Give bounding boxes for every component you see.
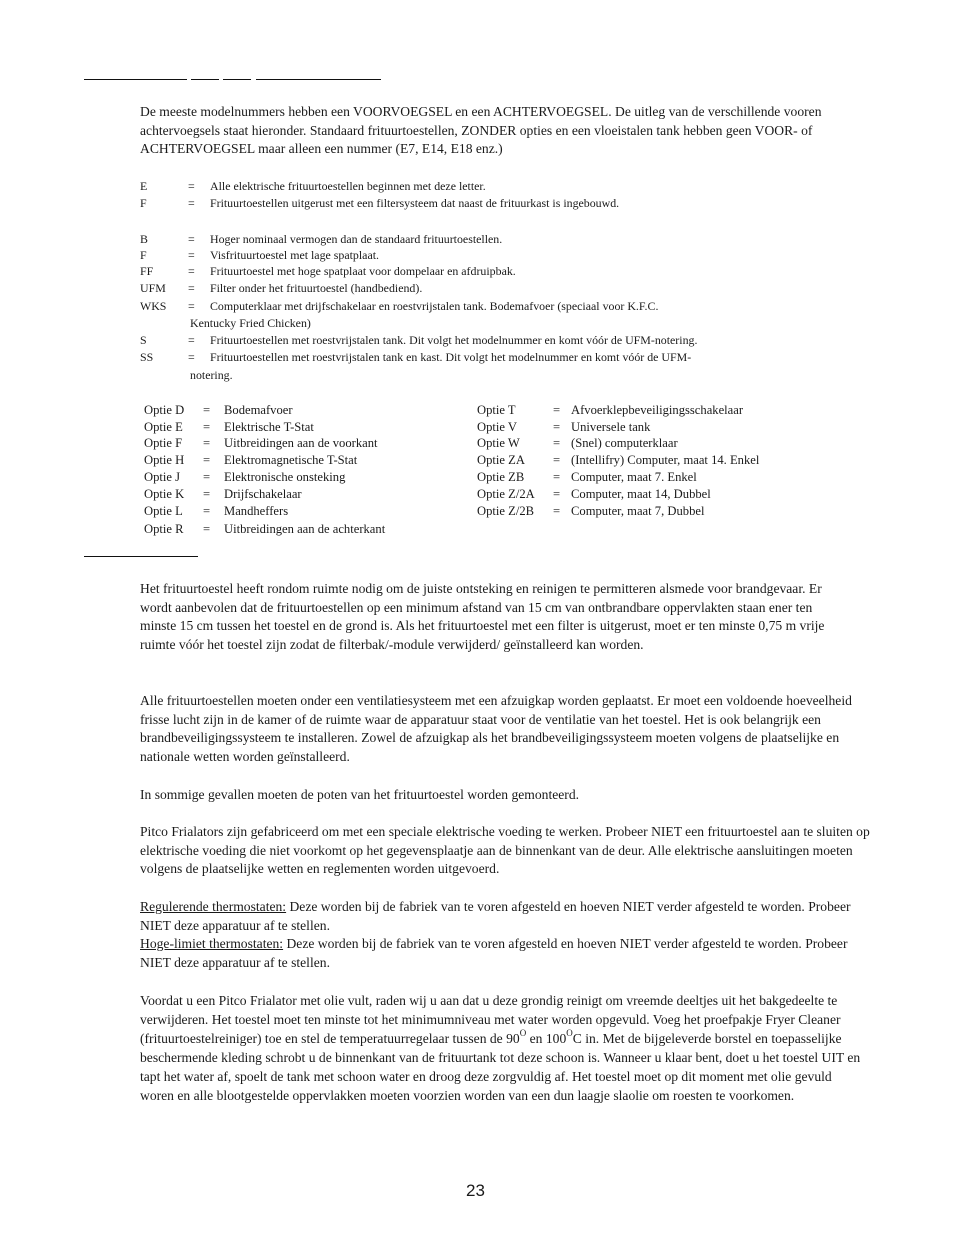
option-description: Afvoerklepbeveiligingsschakelaar: [571, 403, 744, 417]
list-item-continuation: Kentucky Fried Chicken): [190, 316, 311, 330]
option-code: Optie D: [144, 403, 185, 417]
equals-sign: =: [553, 453, 561, 467]
equals-sign: =: [188, 264, 195, 278]
thermostat-label-high-limit: Hoge-limiet thermostaten:: [140, 936, 284, 951]
option-description: Elektromagnetische T-Stat: [224, 453, 358, 467]
option-code: Optie L: [144, 504, 183, 518]
equals-sign: =: [203, 487, 211, 501]
degree-mark: O: [566, 1028, 573, 1039]
option-description: Drijfschakelaar: [224, 487, 302, 501]
cleaning-paragraph: [140, 991, 865, 1105]
option-description: Uitbreidingen aan de achterkant: [224, 522, 386, 536]
option-code: Optie K: [144, 487, 185, 501]
install-paragraph-1: Het frituurtoestel heeft rondom ruimte nodig om de juiste ontsteking en reinigen te permitteren alsmede voor brandgevaar. Er wordt aanbevolen dat de frituurtoestellen op een minimum afstand van 15 cm van ontbrandbare oppervlakten staan ener ten minste 15 cm tussen het toestel en de grond is. Als het frituurtoestel met een filter is uitgerust, moet er ten minste 0,75 m vrije ruimte vóór het toestel zijn zodat de filterbak/-module verwijderd/ geïnstalleerd kan worden.: [140, 581, 825, 652]
suffix-description: Frituurtoestellen met roestvrijstalen tank en kast. Dit volgt het modelnummer en komt vóór de UFM-: [210, 350, 692, 364]
equals-sign: =: [203, 504, 211, 518]
option-description: Uitbreidingen aan de voorkant: [224, 436, 378, 450]
equals-sign: =: [203, 522, 211, 536]
option-description: (Snel) computerklaar: [571, 436, 678, 450]
option-description: Computer, maat 14, Dubbel: [571, 487, 711, 501]
option-code: Optie F: [144, 436, 183, 450]
prefix-code: F: [140, 196, 147, 210]
option-code: Optie E: [144, 420, 183, 434]
suffix-description: Computerklaar met drijfschakelaar en roestvrijstalen tank. Bodemafvoer (speciaal voor K.F.C.: [210, 299, 659, 313]
equals-sign: =: [188, 248, 195, 262]
install-paragraph-2: Alle frituurtoestellen moeten onder een ventilatiesysteem met een afzuigkap worden geplaatst. Er moet een voldoende hoeveelheid frisse lucht zijn in de kamer of de ruimte waar de apparatuur staat voor de ventilatie van het toestel. Het is ook belangrijk een brandbeveiligingssysteem te installeren. Zowel de afzuigkap als het brandbeveiligingssysteem moeten volgens de plaatselijke en nationale wetten worden geïnstalleerd.: [140, 693, 852, 764]
option-code: Optie R: [144, 522, 184, 536]
option-description: Mandheffers: [224, 504, 289, 518]
equals-sign: =: [553, 436, 561, 450]
option-code: Optie H: [144, 453, 185, 467]
intro-paragraph: De meeste modelnummers hebben een VOORVOEGSEL en een ACHTERVOEGSEL. De uitleg van de verschillende vooren achtervoegsels staat hieronder. Standaard frituurtoestellen, ZONDER opties en een vloeistalen tank hebben geen VOOR- of ACHTERVOEGSEL maar alleen een nummer (E7, E14, E18 enz.): [140, 104, 822, 156]
equals-sign: =: [188, 196, 195, 210]
section-rule: [84, 556, 198, 557]
heading-rule-2: [191, 79, 219, 80]
equals-sign: =: [203, 470, 211, 484]
suffix-description: Visfrituurtoestel met lage spatplaat.: [210, 248, 380, 262]
degree-mark: O: [519, 1028, 527, 1039]
equals-sign: =: [553, 504, 561, 518]
option-description: Elektronische onsteking: [224, 470, 346, 484]
option-code: Optie T: [477, 403, 516, 417]
option-code: Optie W: [477, 436, 520, 450]
suffix-description: Filter onder het frituurtoestel (handbediend).: [210, 281, 423, 295]
option-description: Bodemafvoer: [224, 403, 293, 417]
option-description: Computer, maat 7, Dubbel: [571, 504, 705, 518]
list-item-continuation: notering.: [190, 368, 233, 382]
cleaning-text-c: C in. Met de bijgeleverde borstel en toepasselijke beschermende kleding schrobt u de binnenkant van de frituurtank tot deze schoon is. Wanneer u klaar bent, doet u het toestel UIT en tapt het water af, spoelt de tank met schoon water en droog deze zorgvuldig af. Het toestel moet op dit moment met olie gevuld woren en alle blootgestelde oppervlakken moeten voorzien worden van een dun laagje slaolie om roesten te voorkomen.: [140, 1031, 861, 1103]
equals-sign: =: [553, 470, 561, 484]
equals-sign: =: [188, 333, 195, 347]
prefix-description: Frituurtoestellen uitgerust met een filtersysteem dat naast de frituurkast is ingebouwd.: [210, 196, 620, 210]
option-code: Optie ZA: [477, 453, 525, 467]
equals-sign: =: [188, 179, 195, 193]
suffix-code: UFM: [140, 281, 166, 295]
equals-sign: =: [203, 453, 211, 467]
suffix-code: SS: [140, 350, 154, 364]
heading-rule-4: [256, 79, 381, 80]
prefix-description: Alle elektrische frituurtoestellen beginnen met deze letter.: [210, 179, 486, 193]
heading-rule-1: [84, 79, 187, 80]
option-code: Optie Z/2B: [477, 504, 535, 518]
suffix-description: Frituurtoestellen met roestvrijstalen tank. Dit volgt het modelnummer en komt vóór de UFM-notering.: [210, 333, 698, 347]
thermostat-paragraph-1: [140, 898, 865, 935]
suffix-code: S: [140, 333, 147, 347]
thermostat-text-regulating: Deze worden bij de fabriek van te voren afgesteld en hoeven NIET verder afgesteld te worden. Probeer NIET deze apparatuur af te stellen.: [140, 899, 851, 933]
option-description: (Intellifry) Computer, maat 14. Enkel: [571, 453, 760, 467]
cleaning-text-a: Voordat u een Pitco Frialator met olie vult, raden wij u aan dat u deze grondig reinigt om vreemde deeltjes uit het bakgedeelte te verwijderen. Het toestel moet ten minste tot het minimumniveau met water worden opgevuld. Voeg het proefpakje Fryer Cleaner (frituurtoestelreiniger) toe en stel de temperatuurregelaar tussen de 90: [140, 993, 841, 1046]
option-code: Optie J: [144, 470, 181, 484]
option-description: Elektrische T-Stat: [224, 420, 314, 434]
option-description: Computer, maat 7. Enkel: [571, 470, 697, 484]
option-code: Optie Z/2A: [477, 487, 535, 501]
equals-sign: =: [553, 403, 561, 417]
suffix-description: Frituurtoestel met hoge spatplaat voor dompelaar en afdruipbak.: [210, 264, 516, 278]
option-code: Optie V: [477, 420, 517, 434]
equals-sign: =: [203, 420, 211, 434]
suffix-code: F: [140, 248, 147, 262]
equals-sign: =: [553, 420, 561, 434]
equals-sign: =: [203, 403, 211, 417]
equals-sign: =: [188, 350, 195, 364]
option-description: Universele tank: [571, 420, 651, 434]
option-code: Optie ZB: [477, 470, 525, 484]
cleaning-text-b: en 100: [526, 1031, 567, 1046]
suffix-code: B: [140, 232, 148, 246]
equals-sign: =: [553, 487, 561, 501]
equals-sign: =: [188, 299, 195, 313]
equals-sign: =: [188, 232, 195, 246]
thermostat-text-high-limit: Deze worden bij de fabriek van te voren afgesteld en hoeven NIET verder afgesteld te worden. Probeer NIET deze apparatuur af te stellen.: [140, 936, 848, 970]
suffix-description: Hoger nominaal vermogen dan de standaard frituurtoestellen.: [210, 232, 503, 246]
thermostat-label-regulating: Regulerende thermostaten:: [140, 899, 287, 914]
page-number: 23: [466, 1181, 485, 1200]
equals-sign: =: [188, 281, 195, 295]
thermostat-paragraph-2: [140, 935, 865, 972]
install-paragraph-3: In sommige gevallen moeten de poten van het frituurtoestel worden gemonteerd.: [140, 787, 580, 802]
prefix-code: E: [140, 179, 148, 193]
heading-rule-3: [223, 79, 251, 80]
install-paragraph-4: Pitco Frialators zijn gefabriceerd om met een speciale elektrische voeding te werken. Probeer NIET een frituurtoestel aan te sluiten op elektrische voeding die niet voorkomt op het gegevensplaatje aan de binnenkant van de deur. Alle elektrische aansluitingen moeten volgens de plaatselijke wetten en reglementen worden uitgevoerd.: [140, 824, 870, 876]
suffix-code: WKS: [140, 299, 167, 313]
suffix-code: FF: [140, 264, 154, 278]
equals-sign: =: [203, 436, 211, 450]
